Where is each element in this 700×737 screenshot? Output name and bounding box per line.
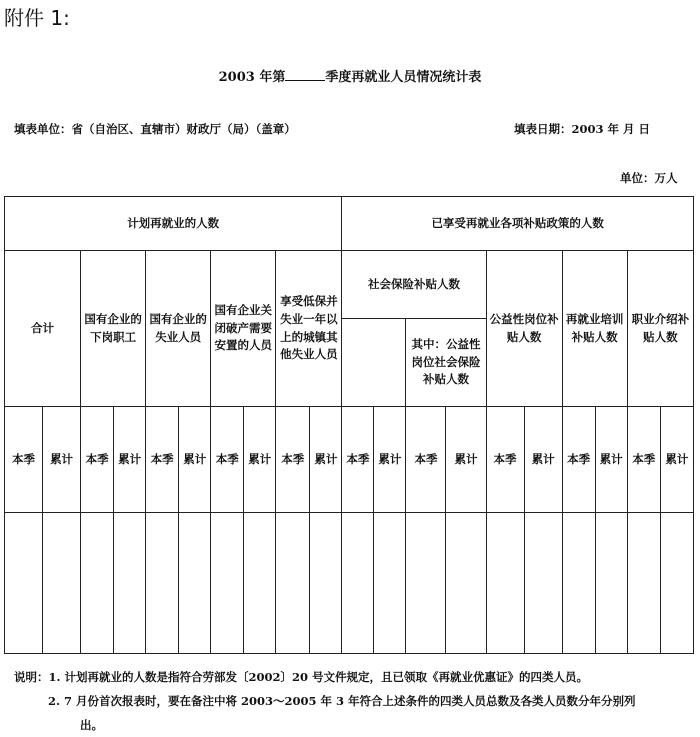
period-cumulative: 累计 xyxy=(43,407,81,513)
data-cell xyxy=(562,513,595,654)
period-cumulative: 累计 xyxy=(374,407,406,513)
data-cell xyxy=(310,513,342,654)
data-cell xyxy=(114,513,146,654)
data-cell xyxy=(524,513,562,654)
data-entry-row xyxy=(5,513,694,654)
col-training-header: 再就业培训补贴人数 xyxy=(562,251,627,407)
notes-section xyxy=(14,665,694,737)
data-cell xyxy=(342,513,374,654)
period-this-quarter: 本季 xyxy=(211,407,244,513)
quarter-blank xyxy=(285,68,325,81)
col-public-post-header: 公益性岗位补贴人数 xyxy=(486,251,562,407)
period-this-quarter: 本季 xyxy=(627,407,660,513)
data-cell xyxy=(276,513,310,654)
title-prefix: 2003 年第 xyxy=(218,70,286,85)
period-this-quarter: 本季 xyxy=(486,407,524,513)
unit-label: 单位：万人 xyxy=(620,171,678,185)
title-suffix: 季度再就业人员情况统计表 xyxy=(325,70,482,85)
period-this-quarter: 本季 xyxy=(146,407,179,513)
col-urban-other-header: 享受低保并失业一年以上的城镇其他失业人员 xyxy=(276,251,342,407)
period-header-row xyxy=(5,407,694,513)
period-this-quarter: 本季 xyxy=(81,407,114,513)
period-cumulative: 累计 xyxy=(595,407,627,513)
data-cell xyxy=(595,513,627,654)
group-planned-header: 计划再就业的人数 xyxy=(5,197,342,251)
col-job-agency-header: 职业介绍补贴人数 xyxy=(627,251,693,407)
data-cell xyxy=(406,513,446,654)
period-cumulative: 累计 xyxy=(244,407,276,513)
note-1-text: 1. 计划再就业的人数是指符合劳部发〔2002〕20 号文件规定，且已领取《再就业优惠证》的四类人员。 xyxy=(48,670,589,684)
group-subsidy-header: 已享受再就业各项补贴政策的人数 xyxy=(342,197,694,251)
data-cell xyxy=(81,513,114,654)
attachment-label: 附件 1: xyxy=(4,6,70,30)
notes-label: 说明： xyxy=(14,670,49,684)
data-cell xyxy=(244,513,276,654)
col-soe-laid-off-header: 国有企业的下岗职工 xyxy=(81,251,146,407)
note-1 xyxy=(14,665,694,689)
period-cumulative: 累计 xyxy=(114,407,146,513)
data-cell xyxy=(446,513,486,654)
period-cumulative: 累计 xyxy=(310,407,342,513)
note-2 xyxy=(14,689,694,737)
period-this-quarter: 本季 xyxy=(562,407,595,513)
data-cell xyxy=(627,513,660,654)
data-cell xyxy=(5,513,43,654)
period-cumulative: 累计 xyxy=(660,407,693,513)
col-total-header: 合计 xyxy=(5,251,81,407)
data-cell xyxy=(486,513,524,654)
data-cell xyxy=(43,513,81,654)
note-2-continuation: 出。 xyxy=(80,718,103,732)
statistics-table xyxy=(4,196,694,654)
data-cell xyxy=(146,513,179,654)
period-this-quarter: 本季 xyxy=(406,407,446,513)
data-cell xyxy=(211,513,244,654)
col-social-insurance-sub-header: 其中：公益性岗位社会保险补贴人数 xyxy=(406,319,486,407)
period-cumulative: 累计 xyxy=(524,407,562,513)
period-this-quarter: 本季 xyxy=(342,407,374,513)
col-social-insurance-blank xyxy=(342,319,406,407)
col-soe-closed-header: 国有企业关闭破产需要安置的人员 xyxy=(211,251,276,407)
form-title xyxy=(0,66,700,85)
filing-unit: 填表单位：省（自治区、直辖市）财政厅（局）（盖章） xyxy=(14,122,296,136)
period-this-quarter: 本季 xyxy=(276,407,310,513)
data-cell xyxy=(179,513,211,654)
data-cell xyxy=(660,513,693,654)
period-cumulative: 累计 xyxy=(446,407,486,513)
filing-date: 填表日期：2003 年 月 日 xyxy=(514,122,651,136)
period-this-quarter: 本季 xyxy=(5,407,43,513)
col-social-insurance-header: 社会保险补贴人数 xyxy=(342,251,486,319)
data-cell xyxy=(374,513,406,654)
col-soe-unemployed-header: 国有企业的失业人员 xyxy=(146,251,211,407)
note-2-text: 2. 7 月份首次报表时，要在备注中将 2003～2005 年 3 年符合上述条件的四类人员总数及各类人员数分年分别列 xyxy=(48,694,636,708)
period-cumulative: 累计 xyxy=(179,407,211,513)
